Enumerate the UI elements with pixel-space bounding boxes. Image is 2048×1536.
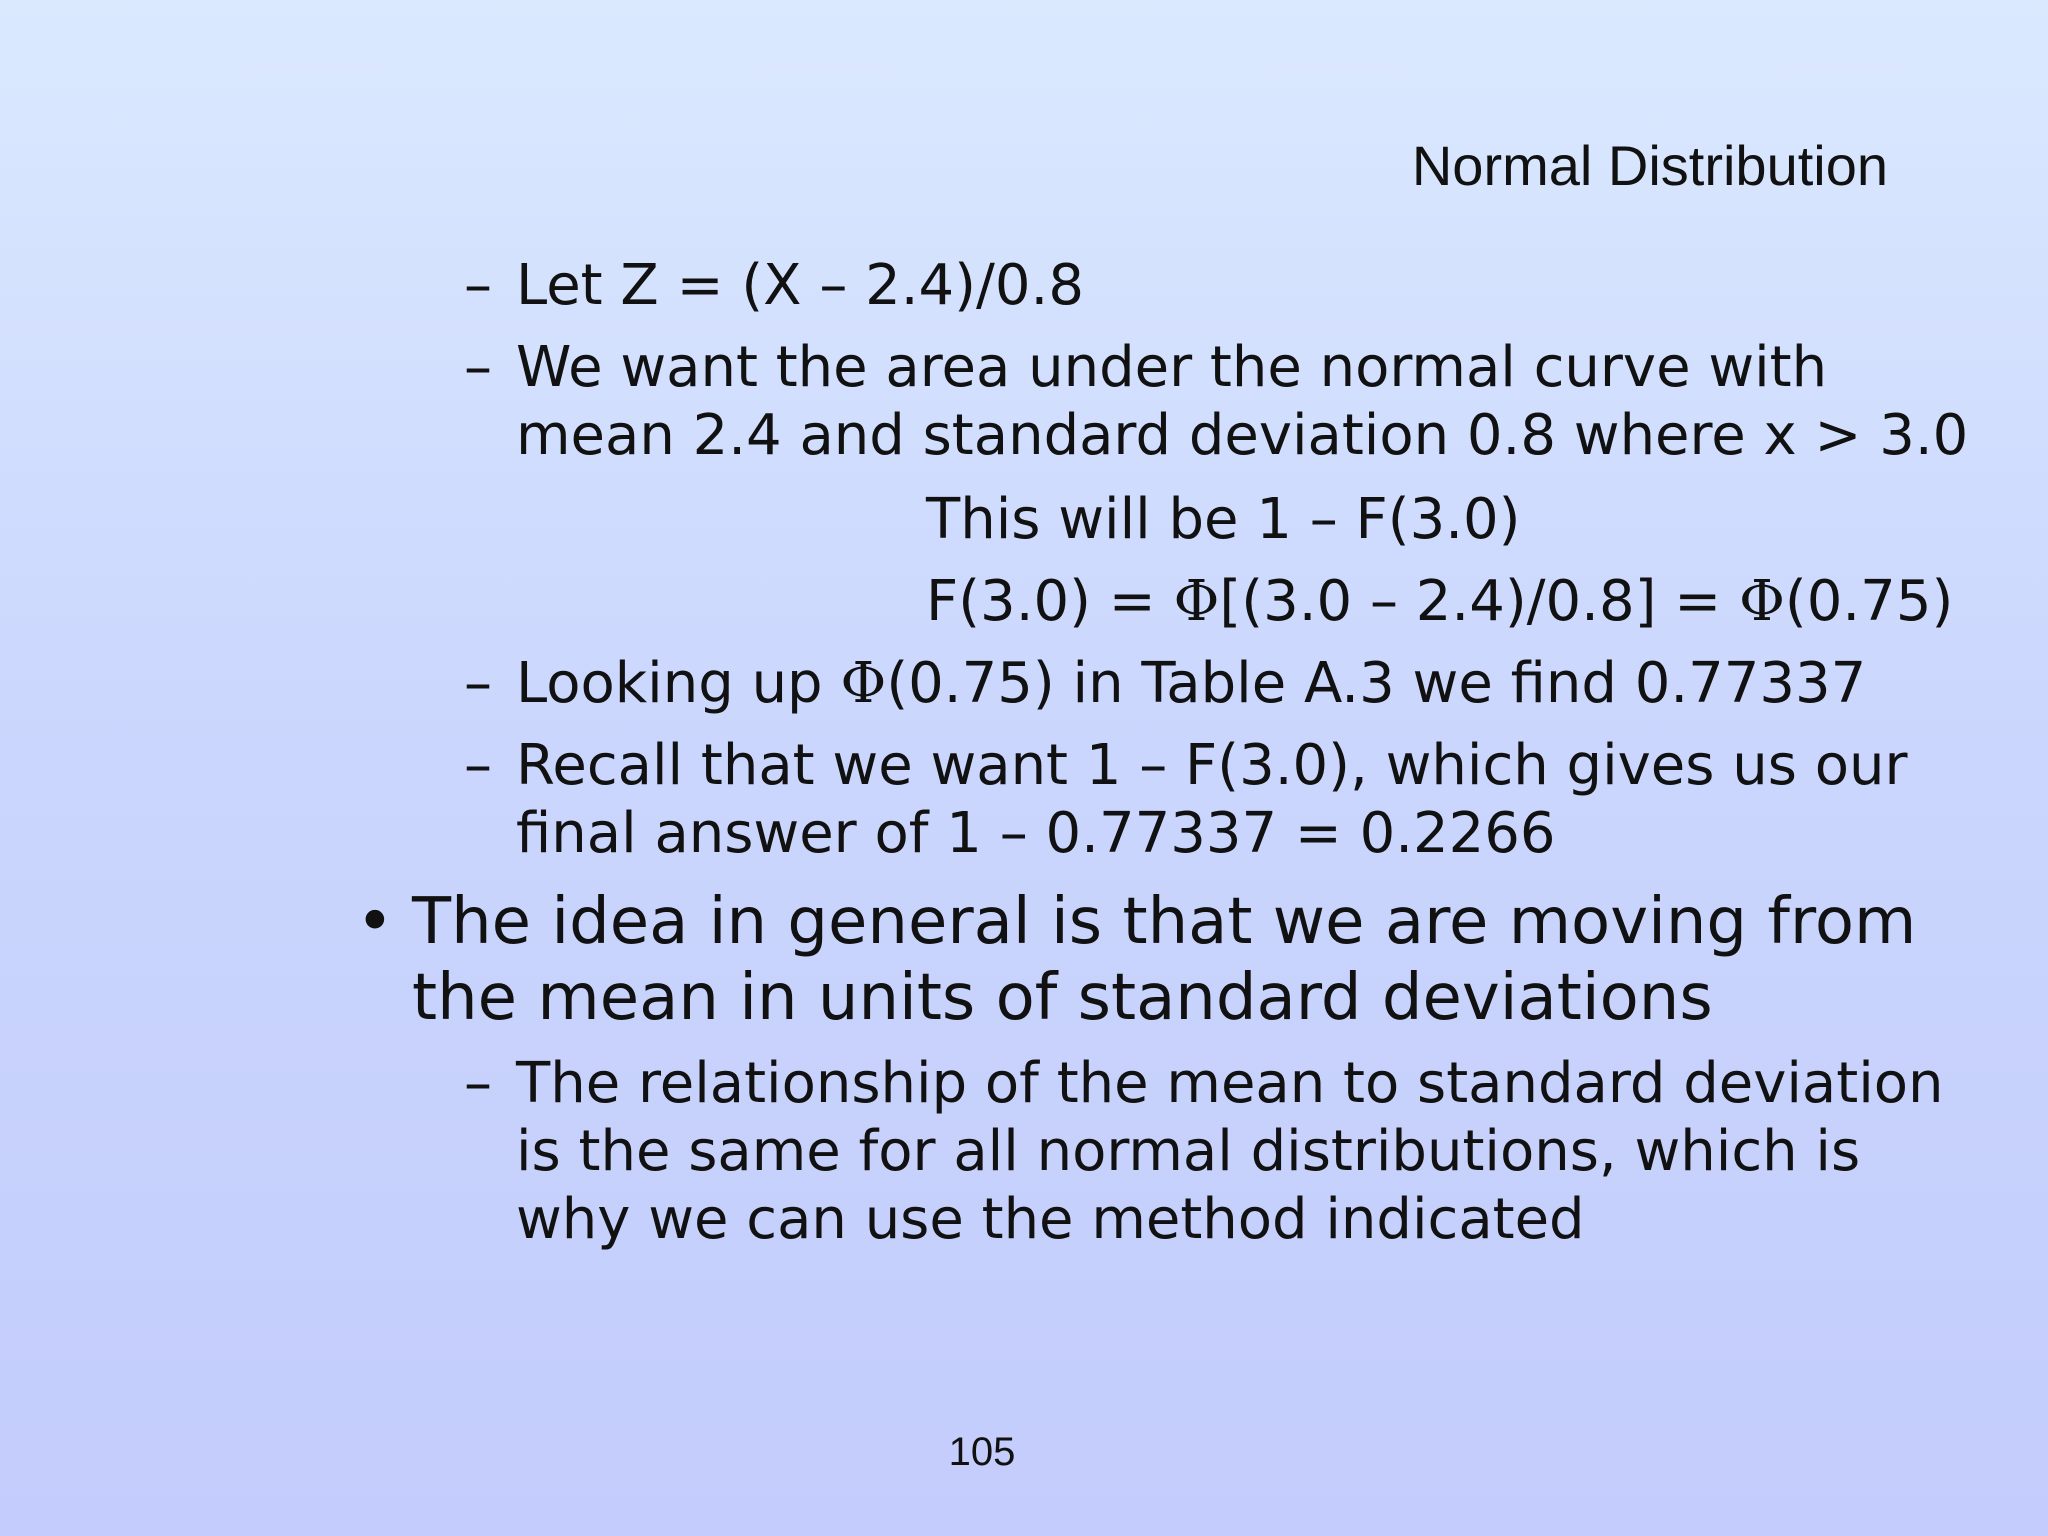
dash-marker: – (464, 1051, 492, 1116)
phi-symbol: Φ (840, 651, 887, 716)
dash-marker: – (464, 253, 492, 318)
dash-marker: – (464, 651, 492, 716)
let-z-text: Let Z = (X – 2.4)/0.8 (516, 253, 1084, 318)
phi-symbol: Φ (1738, 569, 1785, 634)
looking-up-part-1: Looking up (516, 651, 841, 716)
relationship-line-2: is the same for all normal distributions, which is (516, 1119, 1861, 1184)
recall-line-2: final answer of 1 – 0.77337 = 0.2266 (516, 801, 1556, 866)
relationship-line-1: The relationship of the mean to standard deviation (516, 1051, 1944, 1116)
dash-marker: – (464, 335, 492, 400)
sub-bullet-let-z (464, 252, 1924, 320)
this-will-be-text: This will be 1 – F(3.0) (926, 487, 1521, 552)
f-eq-part-2: [(3.0 – 2.4)/0.8] = (1219, 569, 1739, 634)
slide-title: Normal Distribution (1411, 134, 1888, 197)
relationship-line-3: why we can use the method indicated (516, 1187, 1585, 1252)
f-equation (926, 568, 1953, 636)
bullet-idea (356, 884, 1916, 1036)
phi-symbol: Φ (1173, 569, 1220, 634)
sub-bullet-relationship (464, 1050, 1944, 1254)
recall-line-1: Recall that we want 1 – F(3.0), which gives us our (516, 733, 1908, 798)
looking-up-part-2: (0.75) in Table A.3 we find 0.77337 (886, 651, 1867, 716)
looking-up-text (516, 650, 1924, 718)
f-eq-part-1: F(3.0) = (926, 569, 1174, 634)
page-number: 105 (948, 1430, 1016, 1474)
sub-bullet-recall (464, 732, 1924, 868)
dash-marker: – (464, 733, 492, 798)
f-eq-part-3: (0.75) (1784, 569, 1954, 634)
bullet-marker: • (356, 885, 394, 959)
idea-line-1: The idea in general is that we are moving from (412, 885, 1917, 959)
area-line-2: mean 2.4 and standard deviation 0.8 where x > 3.0 (516, 403, 1969, 468)
sub-bullet-looking-up (464, 650, 1924, 718)
idea-line-2: the mean in units of standard deviations (412, 961, 1713, 1035)
area-line-1: We want the area under the normal curve with (516, 335, 1828, 400)
sub-bullet-area (464, 334, 1969, 470)
